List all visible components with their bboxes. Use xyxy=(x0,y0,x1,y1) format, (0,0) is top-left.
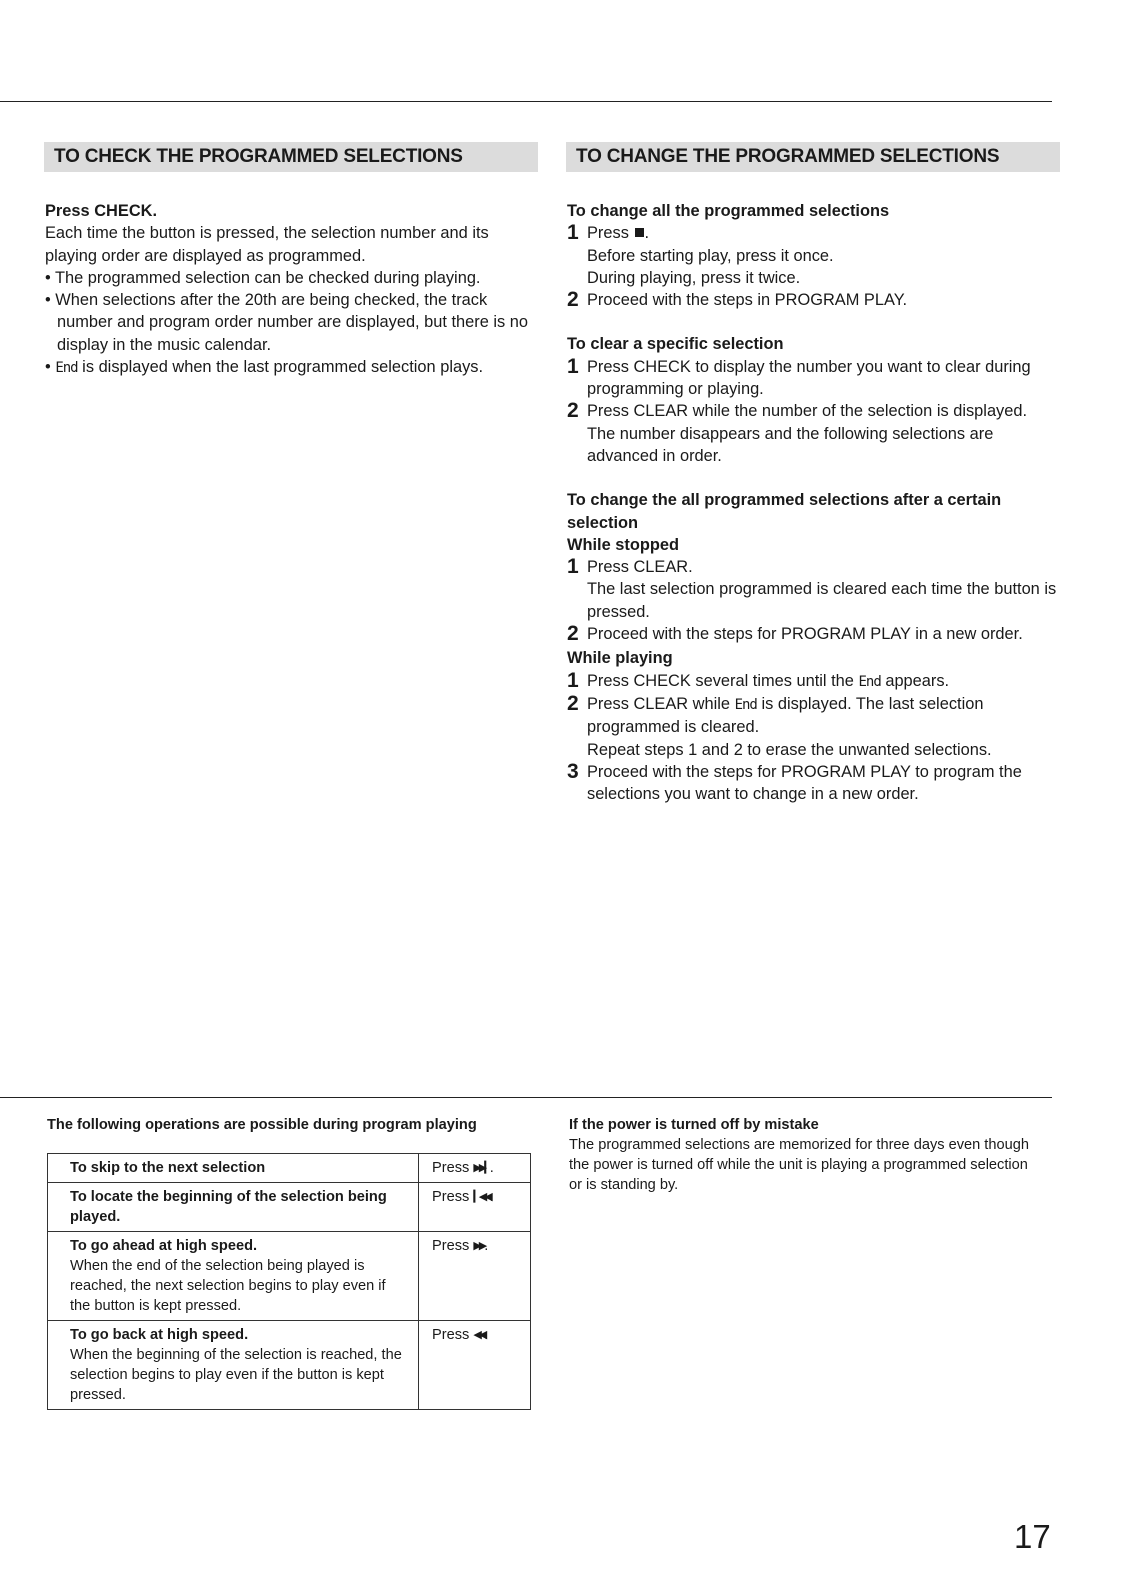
operation-key-cell xyxy=(419,1232,531,1321)
bullet-3-text: is displayed when the last programmed selection plays. xyxy=(82,358,484,377)
step-number: 2 xyxy=(567,691,579,715)
change-all-block xyxy=(567,200,1062,311)
operation-description-cell xyxy=(48,1183,419,1232)
operation-row xyxy=(48,1183,531,1232)
period: . xyxy=(484,1238,489,1254)
skip-forward-icon: ▶▶▎ xyxy=(473,1162,490,1174)
clear-step-2-line-2: The number disappears and the following selections are advanced in order. xyxy=(587,424,994,465)
operation-description-cell xyxy=(48,1154,419,1183)
step-text: Press CLEAR while the number of the selection is displayed. xyxy=(587,402,1028,421)
playing-step-2-line-2: Repeat steps 1 and 2 to erase the unwanted selections. xyxy=(587,740,992,759)
step-text: Proceed with the steps in PROGRAM PLAY. xyxy=(587,291,908,310)
step-number: 3 xyxy=(567,759,579,783)
check-bullet-3 xyxy=(45,356,535,379)
operation-description-cell xyxy=(48,1232,419,1321)
step-number: 1 xyxy=(567,354,579,378)
end-display-glyph: End xyxy=(55,360,78,377)
change-all-heading: To change all the programmed selections xyxy=(567,202,890,220)
top-rule xyxy=(0,101,1052,102)
operation-detail: When the beginning of the selection is reached, the selection begins to play even if the button is kept pressed. xyxy=(70,1347,402,1403)
operation-key-cell xyxy=(419,1321,531,1410)
step-text-suffix: appears. xyxy=(885,671,950,690)
change-all-step-2 xyxy=(567,289,1062,311)
clear-specific-heading: To clear a specific selection xyxy=(567,335,784,354)
operation-row xyxy=(48,1232,531,1321)
change-all-step-1-line-2: Before starting play, press it once. xyxy=(587,246,834,265)
change-all-step-1 xyxy=(567,222,1062,244)
step-text: Press CLEAR while xyxy=(587,694,731,713)
operation-key-cell xyxy=(419,1183,531,1232)
press-check-heading: Press CHECK. xyxy=(45,202,158,220)
playing-step-2 xyxy=(567,693,1062,739)
clear-step-1 xyxy=(567,356,1062,401)
change-section-title: TO CHANGE THE PROGRAMMED SELECTIONS xyxy=(566,142,1060,172)
operation-row xyxy=(48,1154,531,1183)
step-text: Press CLEAR. xyxy=(587,558,693,577)
page-number: 17 xyxy=(1014,1518,1051,1555)
step-text: Proceed with the steps for PROGRAM PLAY to program the selections you want to change in a new order. xyxy=(587,762,1022,804)
power-note-text: The programmed selections are memorized for three days even though the power is turned off while the unit is playing a programmed selection or is standing by. xyxy=(569,1137,1029,1193)
while-stopped-heading: While stopped xyxy=(567,535,679,554)
operation-title: To go ahead at high speed. xyxy=(70,1238,258,1254)
stopped-step-1-line-2: The last selection programmed is cleared each time the button is pressed. xyxy=(587,580,1057,621)
step-number: 1 xyxy=(567,221,579,245)
operation-key-label: Press xyxy=(432,1238,470,1254)
stopped-step-2 xyxy=(567,623,1062,645)
check-intro: Each time the button is pressed, the selection number and its playing order are displayed as programmed. xyxy=(45,224,489,265)
step-number: 1 xyxy=(567,668,579,692)
operation-title: To skip to the next selection xyxy=(70,1160,266,1176)
change-section-body xyxy=(567,200,1062,805)
change-all-step-1-line-3: During playing, press it twice. xyxy=(587,268,801,287)
step-number: 1 xyxy=(567,555,579,579)
operation-title: To go back at high speed. xyxy=(70,1327,249,1343)
while-playing-heading: While playing xyxy=(567,649,673,668)
end-display-glyph: End xyxy=(858,673,881,690)
step-number: 2 xyxy=(567,399,579,423)
operations-table xyxy=(47,1153,531,1410)
period: . xyxy=(489,1189,494,1205)
operation-key-label: Press xyxy=(432,1327,470,1343)
rewind-icon: ◀◀ xyxy=(473,1329,485,1341)
step-text: Proceed with the steps for PROGRAM PLAY in a new order. xyxy=(587,625,1023,644)
operation-row xyxy=(48,1321,531,1410)
check-bullet-1: • The programmed selection can be checked during playing. xyxy=(45,268,481,287)
change-after-heading: To change the all programmed selections after a certain selection xyxy=(567,491,1002,532)
step-number: 2 xyxy=(567,288,579,312)
power-note xyxy=(569,1115,1039,1195)
check-bullet-2: • When selections after the 20th are being checked, the track number and program order number are displayed, but there is no display in the music calendar. xyxy=(45,291,529,354)
change-after-block xyxy=(567,489,1062,805)
operations-intro: The following operations are possible during program playing xyxy=(47,1117,477,1133)
period: . xyxy=(484,1327,489,1343)
operation-description-cell xyxy=(48,1321,419,1410)
power-note-heading: If the power is turned off by mistake xyxy=(569,1117,819,1133)
bullet-mark: • xyxy=(45,358,51,377)
playing-step-3 xyxy=(567,761,1062,806)
playing-step-1 xyxy=(567,670,1062,693)
skip-back-icon: ▎◀◀ xyxy=(473,1191,490,1203)
step-number: 2 xyxy=(567,622,579,646)
step-text-suffix: is displayed. The last selection programmed is cleared. xyxy=(587,694,984,737)
middle-rule xyxy=(0,1097,1052,1098)
step-text: Press CHECK to display the number you want to clear during programming or playing. xyxy=(587,357,1031,399)
check-section-body xyxy=(45,200,535,379)
stopped-step-1 xyxy=(567,556,1062,578)
step-text: Press xyxy=(587,224,629,243)
check-section-title: TO CHECK THE PROGRAMMED SELECTIONS xyxy=(44,142,538,172)
step-period: . xyxy=(644,224,650,243)
step-text: Press CHECK several times until the xyxy=(587,671,854,690)
fast-forward-icon: ▶▶ xyxy=(473,1240,485,1252)
clear-specific-block xyxy=(567,333,1062,467)
period: . xyxy=(489,1160,494,1176)
operation-key-label: Press xyxy=(432,1160,470,1176)
operation-key-cell xyxy=(419,1154,531,1183)
clear-step-2 xyxy=(567,400,1062,422)
operation-key-label: Press xyxy=(432,1189,470,1205)
operation-title: To locate the beginning of the selection being played. xyxy=(70,1189,387,1225)
operation-detail: When the end of the selection being played is reached, the next selection begins to play even if the button is kept pressed. xyxy=(70,1258,386,1314)
end-display-glyph: End xyxy=(734,696,757,713)
